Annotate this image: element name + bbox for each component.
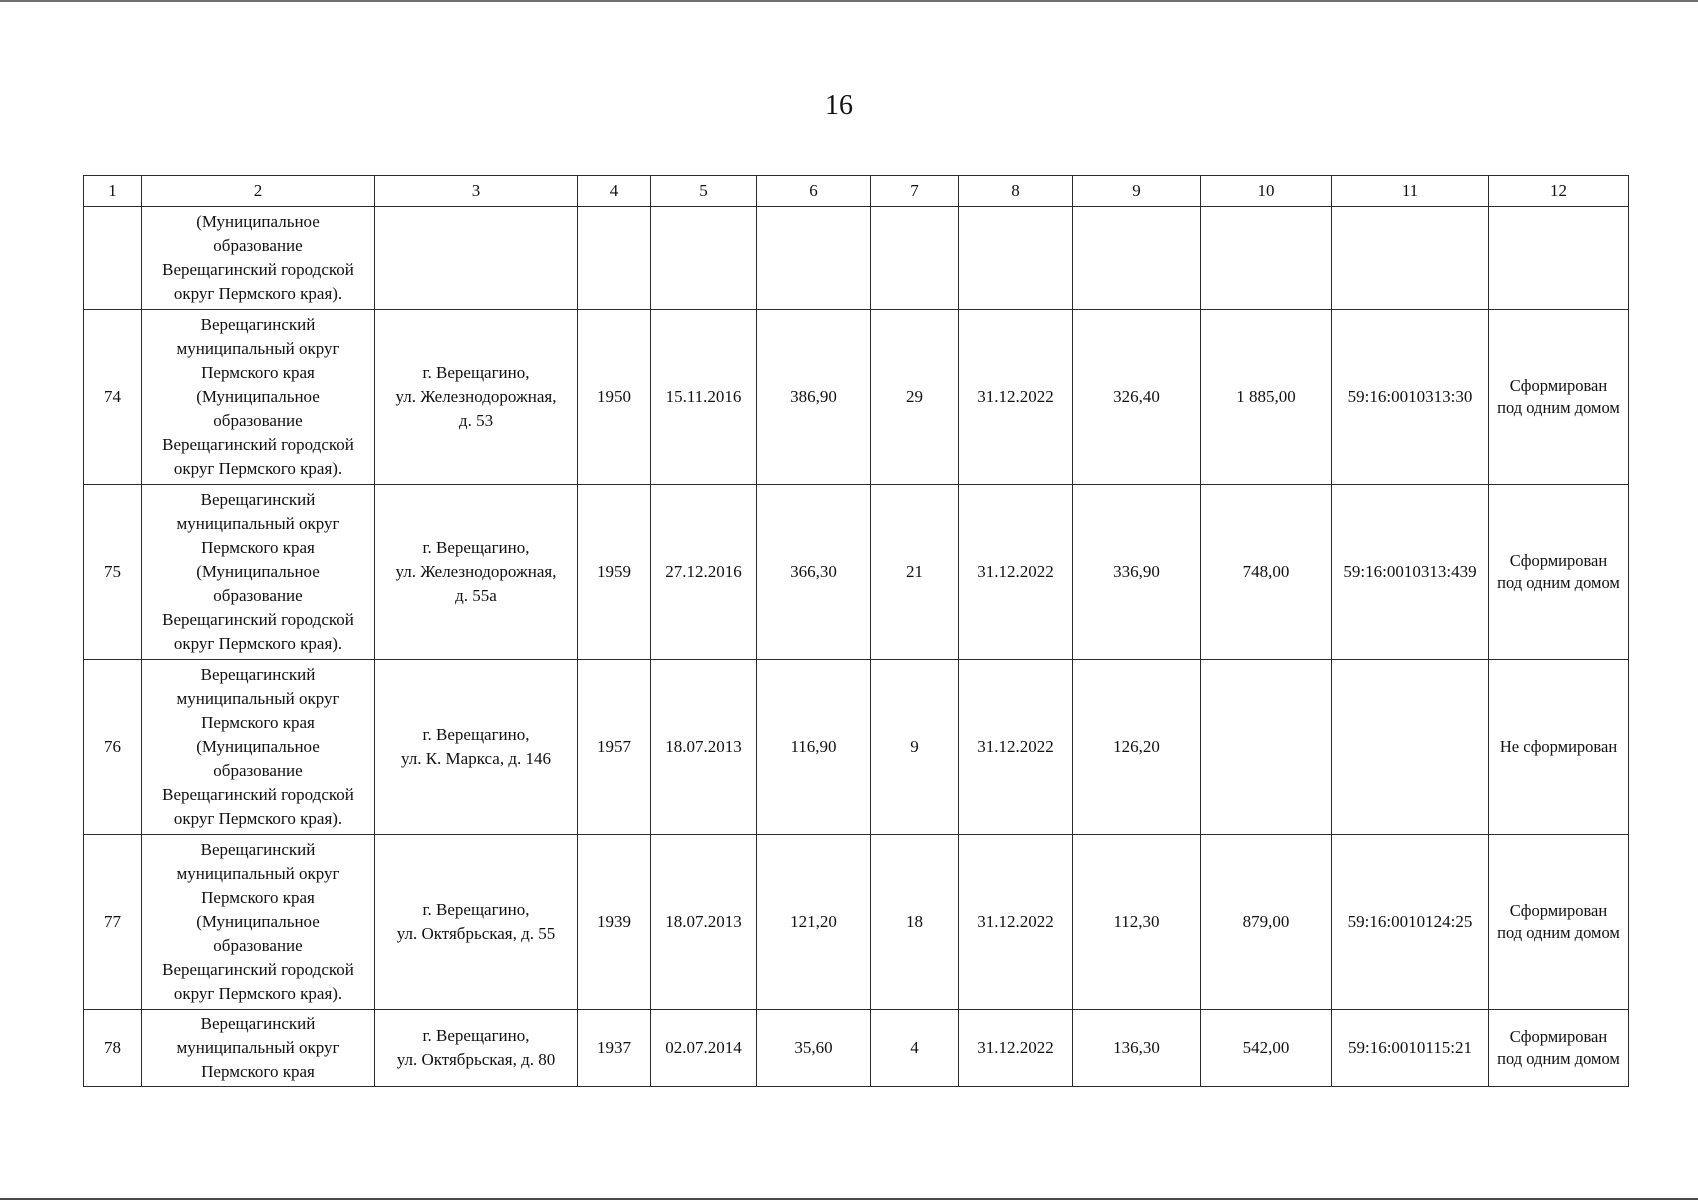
table-row-continuation — [84, 207, 1629, 310]
cell-residents: 29 — [871, 310, 959, 485]
cell-owner: Верещагинский муниципальный округ Пермского края (Муниципальное образование Верещагинский городской округ Пермского края). — [142, 660, 375, 835]
cell-year: 1939 — [578, 835, 651, 1010]
cell-land-area — [1201, 660, 1332, 835]
column-header: 5 — [651, 176, 757, 207]
cell-owner: (Муниципальное образование Верещагинский городской округ Пермского края). — [142, 207, 375, 310]
cell-number: 75 — [84, 485, 142, 660]
cell-cadastral-number — [1332, 207, 1489, 310]
cell-date: 18.07.2013 — [651, 835, 757, 1010]
cell-area: 116,90 — [757, 660, 871, 835]
cell-deadline: 31.12.2022 — [959, 660, 1073, 835]
cell-living-area — [1073, 207, 1201, 310]
cell-status: Сформирован под одним домом — [1489, 835, 1629, 1010]
cell-deadline: 31.12.2022 — [959, 835, 1073, 1010]
cell-number — [84, 207, 142, 310]
cell-deadline: 31.12.2022 — [959, 485, 1073, 660]
cell-deadline: 31.12.2022 — [959, 1010, 1073, 1087]
page-number: 16 — [825, 90, 853, 121]
cell-status — [1489, 207, 1629, 310]
cell-year: 1959 — [578, 485, 651, 660]
cell-land-area — [1201, 207, 1332, 310]
cell-land-area: 542,00 — [1201, 1010, 1332, 1087]
column-header: 8 — [959, 176, 1073, 207]
column-header: 7 — [871, 176, 959, 207]
cell-area — [757, 207, 871, 310]
column-header: 6 — [757, 176, 871, 207]
cell-residents: 4 — [871, 1010, 959, 1087]
cell-cadastral-number: 59:16:0010124:25 — [1332, 835, 1489, 1010]
cell-living-area: 126,20 — [1073, 660, 1201, 835]
cell-cadastral-number: 59:16:0010313:439 — [1332, 485, 1489, 660]
cell-year — [578, 207, 651, 310]
cell-living-area: 136,30 — [1073, 1010, 1201, 1087]
cell-date: 02.07.2014 — [651, 1010, 757, 1087]
cell-number: 76 — [84, 660, 142, 835]
cell-address: г. Верещагино, ул. Октябрьская, д. 55 — [375, 835, 578, 1010]
cell-area: 366,30 — [757, 485, 871, 660]
column-header: 12 — [1489, 176, 1629, 207]
cell-land-area: 1 885,00 — [1201, 310, 1332, 485]
cell-living-area: 112,30 — [1073, 835, 1201, 1010]
column-header: 11 — [1332, 176, 1489, 207]
scan-top-edge — [0, 0, 1698, 2]
cell-number: 77 — [84, 835, 142, 1010]
cell-cadastral-number: 59:16:0010313:30 — [1332, 310, 1489, 485]
cell-living-area: 336,90 — [1073, 485, 1201, 660]
cell-deadline: 31.12.2022 — [959, 310, 1073, 485]
cell-residents: 18 — [871, 835, 959, 1010]
cell-cadastral-number: 59:16:0010115:21 — [1332, 1010, 1489, 1087]
cell-area: 121,20 — [757, 835, 871, 1010]
cell-date — [651, 207, 757, 310]
cell-owner: Верещагинский муниципальный округ Пермского края (Муниципальное образование Верещагинский городской округ Пермского края). — [142, 310, 375, 485]
cell-area: 35,60 — [757, 1010, 871, 1087]
cell-status: Не сформирован — [1489, 660, 1629, 835]
cell-address: г. Верещагино, ул. К. Маркса, д. 146 — [375, 660, 578, 835]
column-header: 9 — [1073, 176, 1201, 207]
cell-number: 74 — [84, 310, 142, 485]
cell-address: г. Верещагино, ул. Октябрьская, д. 80 — [375, 1010, 578, 1087]
column-header: 4 — [578, 176, 651, 207]
cell-residents — [871, 207, 959, 310]
cell-status: Сформирован под одним домом — [1489, 1010, 1629, 1087]
cell-owner: Верещагинский муниципальный округ Пермского края — [142, 1010, 375, 1087]
column-header: 3 — [375, 176, 578, 207]
column-number-header-row — [84, 176, 1629, 207]
cell-residents: 21 — [871, 485, 959, 660]
cell-year: 1950 — [578, 310, 651, 485]
cell-owner: Верещагинский муниципальный округ Пермского края (Муниципальное образование Верещагинский городской округ Пермского края). — [142, 485, 375, 660]
table-row — [84, 485, 1629, 660]
cell-number: 78 — [84, 1010, 142, 1087]
cell-address — [375, 207, 578, 310]
cell-date: 27.12.2016 — [651, 485, 757, 660]
cell-status: Сформирован под одним домом — [1489, 310, 1629, 485]
cell-land-area: 879,00 — [1201, 835, 1332, 1010]
cell-area: 386,90 — [757, 310, 871, 485]
table-row — [84, 310, 1629, 485]
column-header: 2 — [142, 176, 375, 207]
cell-address: г. Верещагино, ул. Железнодорожная, д. 53 — [375, 310, 578, 485]
cell-address: г. Верещагино, ул. Железнодорожная, д. 55а — [375, 485, 578, 660]
cell-cadastral-number — [1332, 660, 1489, 835]
cell-owner: Верещагинский муниципальный округ Пермского края (Муниципальное образование Верещагинский городской округ Пермского края). — [142, 835, 375, 1010]
cell-deadline — [959, 207, 1073, 310]
table-row — [84, 660, 1629, 835]
cell-date: 18.07.2013 — [651, 660, 757, 835]
cell-land-area: 748,00 — [1201, 485, 1332, 660]
cell-year: 1957 — [578, 660, 651, 835]
table-row — [84, 1010, 1629, 1087]
column-header: 10 — [1201, 176, 1332, 207]
cell-living-area: 326,40 — [1073, 310, 1201, 485]
cell-status: Сформирован под одним домом — [1489, 485, 1629, 660]
cell-residents: 9 — [871, 660, 959, 835]
housing-register-table — [83, 175, 1629, 1087]
column-header: 1 — [84, 176, 142, 207]
cell-year: 1937 — [578, 1010, 651, 1087]
cell-date: 15.11.2016 — [651, 310, 757, 485]
table-row — [84, 835, 1629, 1010]
